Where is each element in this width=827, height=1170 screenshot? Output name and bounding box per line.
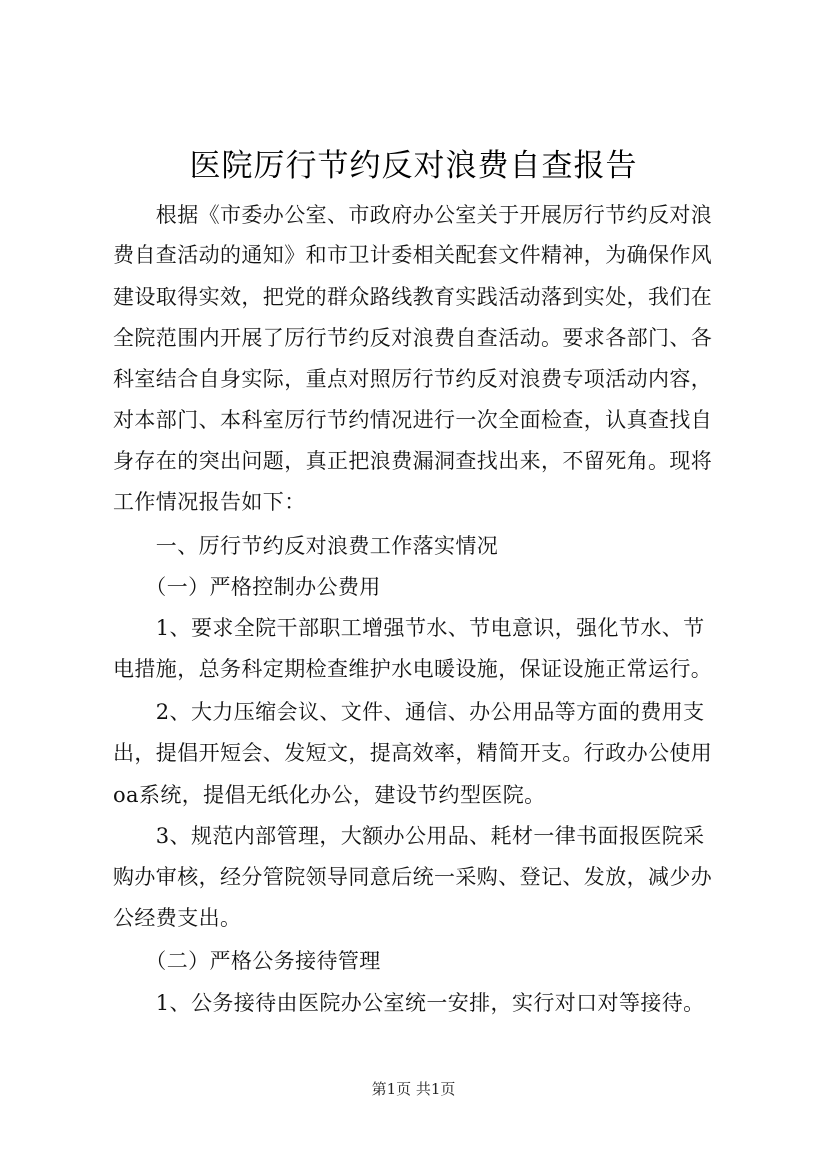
body-line: 出，提倡开短会、发短文，提高效率，精简开支。行政办公使用	[113, 741, 713, 765]
body-line: 全院范围内开展了厉行节约反对浪费自查活动。要求各部门、各	[113, 326, 713, 350]
body-line: 公经费支出。	[113, 906, 242, 930]
body-line: 对本部门、本科室厉行节约情况进行一次全面检查，认真查找自	[113, 408, 713, 432]
body-line: 2、大力压缩会议、文件、通信、办公用品等方面的费用支	[113, 700, 705, 724]
body-line: 工作情况报告如下：	[113, 490, 306, 514]
body-line: 3、规范内部管理，大额办公用品、耗材一律书面报医院采	[113, 824, 705, 848]
body-line: 身存在的突出问题，真正把浪费漏洞查找出来，不留死角。现将	[113, 449, 713, 473]
body-line: 建设取得实效，把党的群众路线教育实践活动落到实处，我们在	[113, 285, 713, 309]
body-line: 电措施，总务科定期检查维护水电暖设施，保证设施正常运行。	[113, 657, 713, 681]
subsection-heading: （一）严格控制办公费用	[113, 575, 381, 599]
body-line: 1、公务接待由医院办公室统一安排，实行对口对等接待。	[113, 991, 705, 1015]
body-line: 费自查活动的通知》和市卫计委相关配套文件精神，为确保作风	[113, 243, 713, 267]
subsection-heading: （二）严格公务接待管理	[113, 949, 381, 973]
body-line: 科室结合自身实际，重点对照厉行节约反对浪费专项活动内容，	[113, 367, 713, 391]
body-line: 购办审核，经分管院领导同意后统一采购、登记、发放，减少办	[113, 865, 713, 889]
body-line: oa系统，提倡无纸化办公，建设节约型医院。	[113, 783, 546, 807]
body-line: 根据《市委办公室、市政府办公室关于开展厉行节约反对浪	[113, 203, 713, 227]
body-line: 1、要求全院干部职工增强节水、节电意识，强化节水、节	[113, 616, 705, 640]
document-title: 医院厉行节约反对浪费自查报告	[189, 148, 638, 184]
section-heading: 一、厉行节约反对浪费工作落实情况	[113, 534, 499, 558]
page-number: 第1页 共1页	[371, 1080, 456, 1098]
